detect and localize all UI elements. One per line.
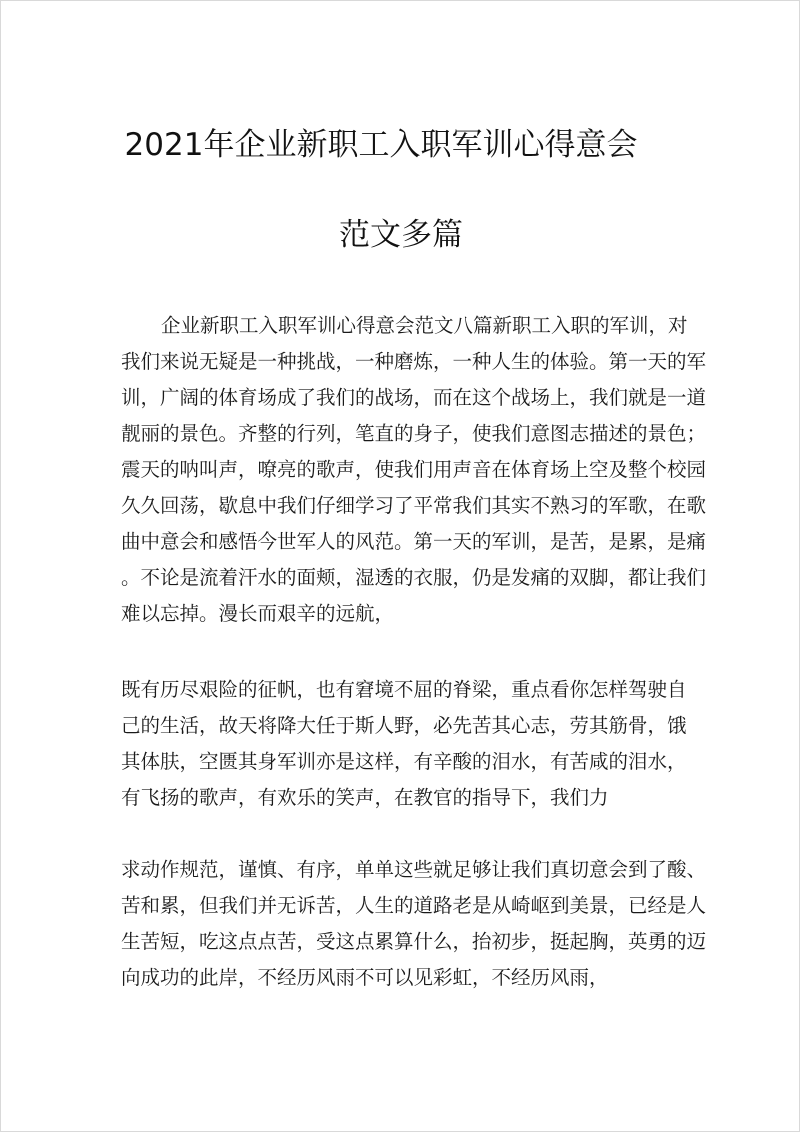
paragraph-line: 我们来说无疑是一种挑战，一种磨炼，一种人生的体验。第一天的军	[121, 350, 707, 373]
paragraph-line: 求动作规范，谨慎、有序，单单这些就足够让我们真切意会到了酸、	[121, 858, 707, 881]
paragraph-line: 己的生活，故天将降大任于斯人野，必先苦其心志，劳其筋骨，饿	[121, 714, 687, 737]
paragraph-line: 。不论是流着汗水的面颊，湿透的衣服，仍是发痛的双脚，都让我们	[121, 566, 707, 589]
paragraph-line: 曲中意会和感悟今世军人的风范。第一天的军训，是苦，是累，是痛	[121, 530, 707, 553]
paragraph-line: 向成功的此岸，不经历风雨不可以见彩虹，不经历风雨，	[121, 966, 609, 989]
paragraph-line: 训，广阔的体育场成了我们的战场，而在这个战场上，我们就是一道	[121, 386, 707, 409]
paragraph-line: 生苦短，吃这点点苦，受这点累算什么，抬初步，挺起胸，英勇的迈	[121, 930, 707, 953]
document-title-line-1: 2021年企业新职工入职军训心得意会	[124, 127, 638, 163]
paragraph-line: 企业新职工入职军训心得意会范文八篇新职工入职的军训，对	[161, 314, 688, 337]
paragraph-2	[121, 672, 687, 816]
document-title-line-2: 范文多篇	[339, 217, 463, 253]
paragraph-1	[121, 308, 707, 632]
paragraph-line: 苦和累，但我们并无诉苦，人生的道路老是从崎岖到美景，已经是人	[121, 894, 707, 917]
paragraph-line: 既有历尽艰险的征帆，也有窘境不屈的脊梁，重点看你怎样驾驶自	[121, 678, 687, 701]
paragraph-3	[121, 852, 707, 996]
paragraph-line: 靓丽的景色。齐整的行列，笔直的身子，使我们意图志描述的景色；	[121, 422, 707, 445]
paragraph-line: 难以忘掉。漫长而艰辛的远航，	[121, 602, 395, 625]
paragraph-line: 其体肤，空匮其身军训亦是这样，有辛酸的泪水，有苦咸的泪水，	[121, 750, 687, 773]
paragraph-line: 有飞扬的歌声，有欢乐的笑声，在教官的指导下，我们力	[121, 786, 609, 809]
paragraph-line: 久久回荡，歇息中我们仔细学习了平常我们其实不熟习的军歌，在歌	[121, 494, 707, 517]
paragraph-line: 震天的呐叫声，嘹亮的歌声，使我们用声音在体育场上空及整个校园	[121, 458, 707, 481]
